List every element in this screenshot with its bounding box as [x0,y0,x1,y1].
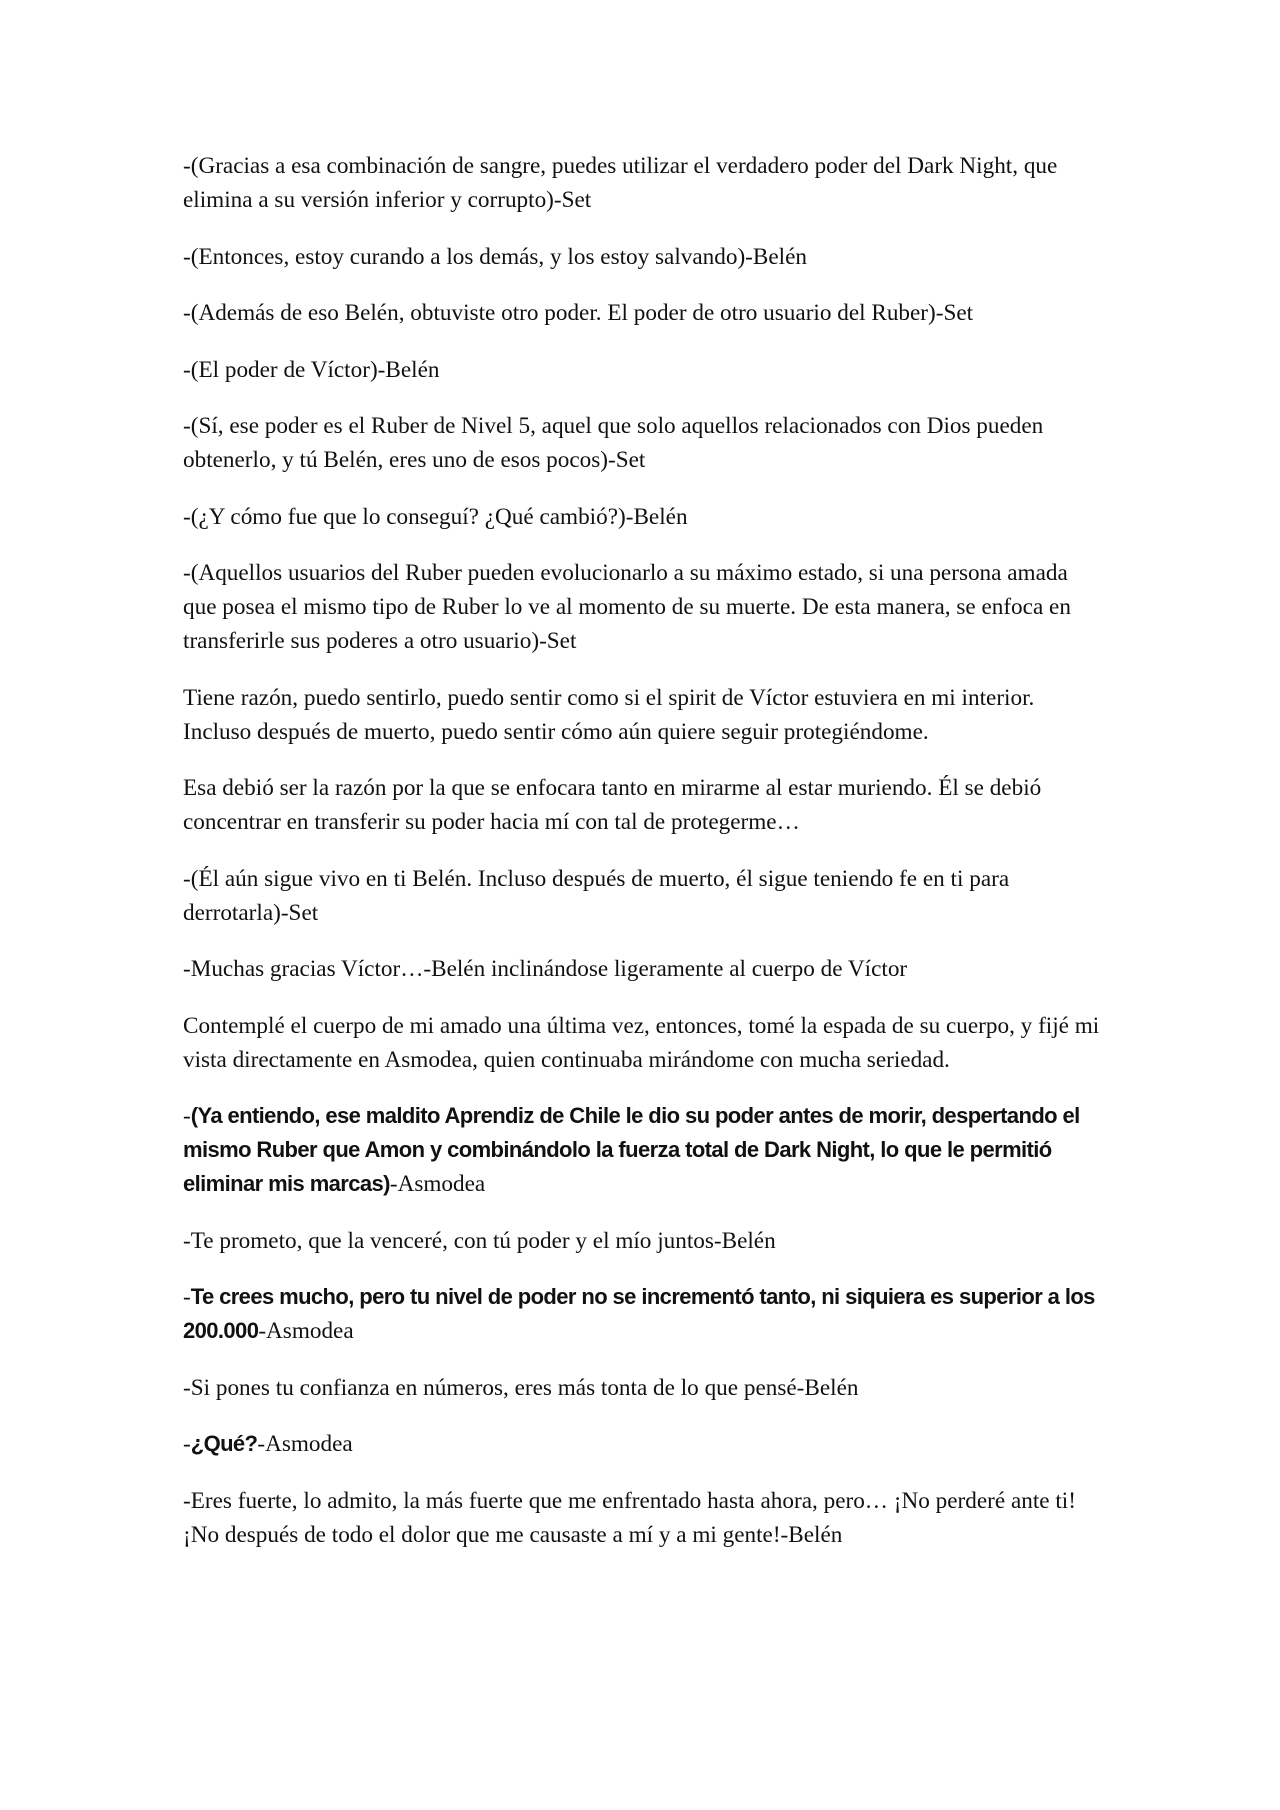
paragraph-18: -Eres fuerte, lo admito, la más fuerte que me enfrentado hasta ahora, pero… ¡No perderé ante ti! ¡No después de todo el dolor que me causaste a mí y a mi gente!-Belén [183,1487,1076,1548]
dialogue-dash: - [183,1103,191,1129]
paragraph-3: -(Además de eso Belén, obtuviste otro poder. El poder de otro usuario del Ruber)-Set [183,300,974,326]
asmodea-bold-speech: Te crees mucho, pero tu nivel de poder no se incrementó tanto, ni siquiera es superior a los 200.000 [183,1284,1095,1343]
speaker-tag: -Asmodea [258,1318,354,1344]
speaker-tag: -Asmodea [389,1171,486,1197]
asmodea-bold-speech: ¿Qué? [190,1431,258,1456]
paragraph-7: -(Aquellos usuarios del Ruber pueden evolucionarlo a su máximo estado, si una persona amada que posea el mismo tipo de Ruber lo ve al momento de su muerte. De esta manera, se enfoca en transferirle sus poderes a otro usuario)-Set [183,560,1071,654]
paragraph-2: -(Entonces, estoy curando a los demás, y los estoy salvando)-Belén [183,243,807,270]
paragraph-8: Tiene razón, puedo sentirlo, puedo sentir como si el spirit de Víctor estuviera en mi interior. Incluso después de muerto, puedo sentir cómo aún quiere seguir protegiéndome. [183,684,1035,745]
paragraph-9: Esa debió ser la razón por la que se enfocara tanto en mirarme al estar muriendo. Él se debió concentrar en transferir su poder hacia mí con tal de protegerme… [183,775,1042,835]
dialogue-dash: - [183,1431,191,1457]
paragraph-13-asmodea-speech [183,1099,1103,1201]
paragraph-15-asmodea-speech [183,1280,1103,1348]
paragraph-12: Contemplé el cuerpo de mi amado una última vez, entonces, tomé la espada de su cuerpo, y fijé mi vista directamente en Asmodea, quien continuaba mirándome con mucha seriedad. [183,1012,1100,1073]
asmodea-bold-speech: (Ya entiendo, ese maldito Aprendiz de Chile le dio su poder antes de morir, despertando el mismo Ruber que Amon y combinándolo la fuerza total de Dark Night, lo que le permitió eliminar mis marcas) [183,1103,1080,1196]
document-page [183,149,1103,1574]
paragraph-17-asmodea-speech [183,1427,1103,1461]
paragraph-11: -Muchas gracias Víctor…-Belén inclinándose ligeramente al cuerpo de Víctor [183,956,908,982]
paragraph-5: -(Sí, ese poder es el Ruber de Nivel 5, aquel que solo aquellos relacionados con Dios pueden obtenerlo, y tú Belén, eres uno de esos pocos)-Set [183,413,1044,473]
paragraph-4: -(El poder de Víctor)-Belén [183,356,440,383]
paragraph-6: -(¿Y cómo fue que lo conseguí? ¿Qué cambió?)-Belén [183,503,688,530]
paragraph-16: -Si pones tu confianza en números, eres más tonta de lo que pensé-Belén [183,1374,859,1401]
dialogue-dash: - [183,1284,191,1310]
paragraph-1: -(Gracias a esa combinación de sangre, puedes utilizar el verdadero poder del Dark Night, que elimina a su versión inferior y corrupto)-Set [183,153,1058,213]
paragraph-14: -Te prometo, que la venceré, con tú poder y el mío juntos-Belén [183,1227,776,1254]
paragraph-10: -(Él aún sigue vivo en ti Belén. Incluso después de muerto, él sigue teniendo fe en ti para derrotarla)-Set [183,865,1010,926]
speaker-tag: -Asmodea [257,1431,353,1457]
